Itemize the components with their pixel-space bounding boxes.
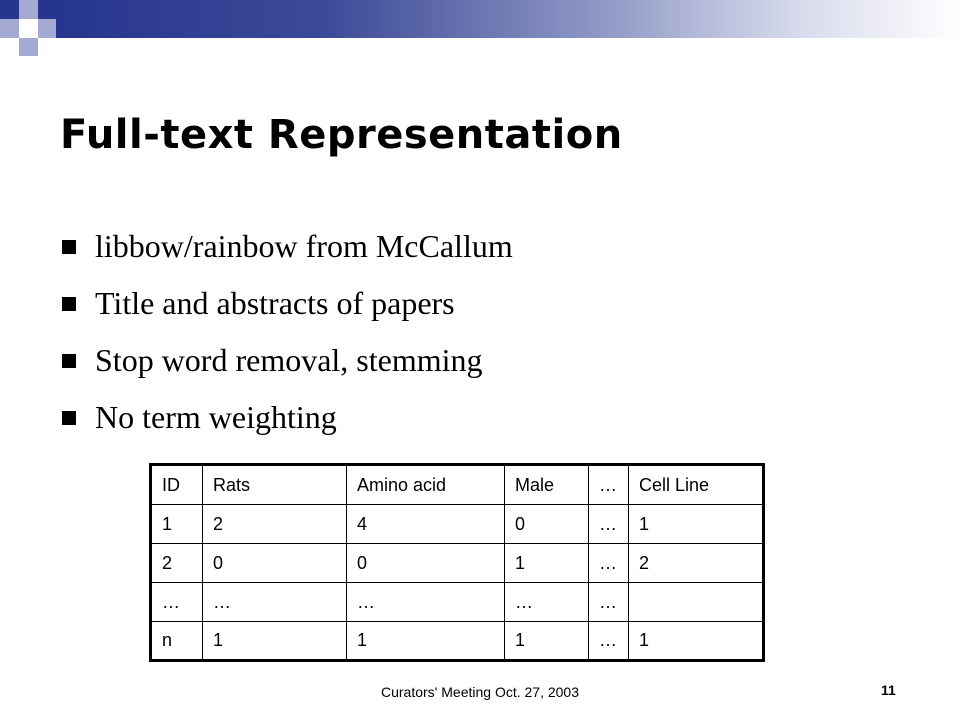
table-cell: 1 [151,505,203,544]
decorative-square [38,0,56,19]
decorative-square [19,0,38,19]
table-cell: … [151,583,203,622]
decorative-square [38,19,56,38]
table-cell: 0 [347,544,505,583]
table-cell: 2 [203,505,347,544]
table-header-cell: Rats [203,465,347,505]
bullet-text: libbow/rainbow from McCallum [95,228,513,264]
term-matrix-table [149,463,765,662]
bullet-text: Stop word removal, stemming [95,342,483,378]
bullet-item [62,389,513,446]
square-bullet-icon [62,297,76,311]
table-header-row [151,465,764,505]
page-number: 11 [881,682,896,698]
slide-footer: Curators' Meeting Oct. 27, 2003 [381,684,579,700]
table-cell: 2 [151,544,203,583]
table-row [151,622,764,661]
table-cell: 1 [505,544,589,583]
table-cell: 2 [629,544,764,583]
table-header-cell: Cell Line [629,465,764,505]
table-row [151,583,764,622]
table-cell: 0 [203,544,347,583]
table-row [151,544,764,583]
decorative-square [0,19,19,38]
table-cell: … [589,583,629,622]
slide-title: Full-text Representation [60,112,623,158]
bullet-text: Title and abstracts of papers [95,285,455,321]
table-cell [629,583,764,622]
bullet-item [62,332,513,389]
table-cell: 1 [203,622,347,661]
table-cell: 4 [347,505,505,544]
decorative-square [19,38,38,56]
table-cell: … [347,583,505,622]
table-header-cell: Male [505,465,589,505]
square-bullet-icon [62,411,76,425]
bullet-item [62,275,513,332]
table-cell: 1 [347,622,505,661]
table-cell: 1 [629,622,764,661]
table-cell: 1 [629,505,764,544]
square-bullet-icon [62,240,76,254]
square-bullet-icon [62,354,76,368]
table-header-cell: Amino acid [347,465,505,505]
table-cell: … [203,583,347,622]
table-cell: 0 [505,505,589,544]
bullet-item [62,218,513,275]
table-header-cell: ID [151,465,203,505]
table-cell: … [505,583,589,622]
table-cell: … [589,505,629,544]
table-cell: … [589,622,629,661]
table-cell: 1 [505,622,589,661]
bullet-text: No term weighting [95,399,337,435]
table-header-cell: … [589,465,629,505]
decorative-square [19,19,38,38]
bullet-list [62,218,513,446]
table-cell: … [589,544,629,583]
table-row [151,505,764,544]
table-cell: n [151,622,203,661]
decorative-square [0,0,19,19]
header-gradient-bar [56,0,960,38]
